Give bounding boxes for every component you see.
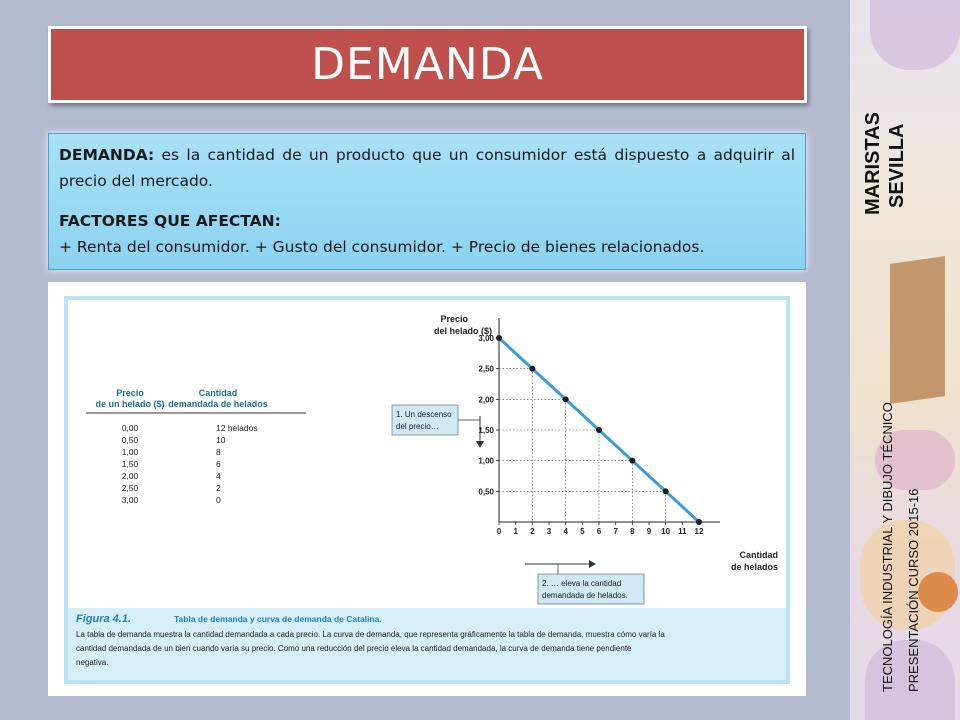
demand-point bbox=[663, 488, 669, 494]
demand-point bbox=[496, 335, 502, 341]
y-tick-label: 0,50 bbox=[478, 487, 494, 497]
annotation-1-line-2: del precio… bbox=[396, 422, 439, 431]
figure-image bbox=[48, 282, 806, 696]
caption-line-1: La tabla de demanda muestra la cantidad demandada a cada precio. La curva de demanda, que representa gráficamente la tabla de demanda, muestra cómo varía la bbox=[76, 630, 665, 639]
course-subject: TECNOLOGÍA INDUSTRIAL Y DIBUJO TÉCNICO bbox=[880, 402, 895, 692]
table-cell-quantity: 12 helados bbox=[216, 423, 258, 433]
x-tick-label: 0 bbox=[496, 527, 502, 536]
x-axis-title-2: de helados bbox=[730, 562, 778, 572]
y-axis-title-2: del helado ($) bbox=[433, 326, 492, 336]
caption-line-3: negativa. bbox=[76, 658, 109, 667]
course-year: PRESENTACIÓN CURSO 2015-16 bbox=[906, 488, 921, 692]
annotation-2-line-2: demandada de helados. bbox=[542, 591, 628, 600]
demand-point bbox=[596, 427, 602, 433]
ball-illustration bbox=[918, 572, 958, 612]
y-tick-label: 1,00 bbox=[478, 456, 494, 466]
caption-label: Figura 4.1. bbox=[76, 613, 132, 625]
slide-title: DEMANDA bbox=[311, 39, 544, 90]
factors-heading: FACTORES QUE AFECTAN: bbox=[59, 212, 281, 230]
definition-text: es la cantidad de un producto que un consumidor está dispuesto a adquirir al precio del mercado. bbox=[59, 146, 795, 190]
table-cell-price: 2,50 bbox=[121, 483, 139, 493]
x-tick-label: 12 bbox=[694, 527, 704, 536]
table-col2-header-1: Cantidad bbox=[198, 388, 238, 398]
table-cell-price: 1,00 bbox=[121, 447, 139, 457]
demand-chart bbox=[434, 314, 778, 572]
table-cell-quantity: 10 bbox=[216, 435, 226, 445]
x-tick-label: 7 bbox=[613, 527, 618, 536]
y-tick-label: 3,00 bbox=[478, 334, 494, 343]
table-cell-quantity: 0 bbox=[216, 495, 221, 505]
chart-ticks bbox=[478, 334, 704, 536]
x-tick-label: 5 bbox=[580, 527, 585, 536]
table-col2-header-2: demandada de helados bbox=[168, 399, 268, 409]
annotation-1-line-1: 1. Un descenso bbox=[396, 410, 452, 419]
caption-line-2: cantidad demandada de un bien cuando varía su precio. Como una reducción del precio eleva la cantidad demandada, la curva de demanda tiene pendiente bbox=[76, 644, 632, 653]
demand-point bbox=[629, 458, 635, 464]
decor-shape bbox=[870, 0, 960, 70]
table-cell-quantity: 4 bbox=[216, 471, 221, 481]
x-tick-label: 10 bbox=[661, 527, 671, 536]
figure-svg bbox=[68, 300, 786, 680]
table-cell-price: 0,50 bbox=[121, 435, 139, 445]
table-cell-quantity: 2 bbox=[216, 483, 221, 493]
x-tick-label: 9 bbox=[646, 527, 652, 536]
table-cell-price: 3,00 bbox=[121, 495, 139, 505]
x-tick-label: 2 bbox=[530, 527, 535, 536]
table-cell-price: 2,00 bbox=[121, 471, 139, 481]
demand-table bbox=[95, 388, 267, 409]
definition-paragraph bbox=[59, 142, 795, 194]
brand-block bbox=[862, 95, 942, 215]
door-illustration bbox=[890, 256, 945, 404]
table-col1-header-2: de un helado ($) bbox=[95, 399, 165, 409]
x-tick-label: 11 bbox=[678, 527, 687, 536]
y-tick-label: 2,00 bbox=[478, 395, 494, 405]
annotation-1-arrowhead bbox=[476, 441, 484, 448]
demand-point bbox=[563, 396, 569, 402]
x-tick-label: 8 bbox=[630, 527, 635, 536]
table-col1-header-1: Precio bbox=[116, 388, 144, 398]
x-tick-label: 6 bbox=[596, 527, 602, 536]
caption-title: Tabla de demanda y curva de demanda de Catalina. bbox=[174, 614, 382, 624]
title-banner bbox=[48, 26, 807, 103]
figure-panel bbox=[64, 296, 790, 684]
x-tick-label: 1 bbox=[513, 527, 518, 536]
factors-text: + Renta del consumidor. + Gusto del consumidor. + Precio de bienes relacionados. bbox=[59, 238, 705, 256]
y-tick-label: 1,50 bbox=[478, 426, 494, 435]
x-axis-title-1: Cantidad bbox=[739, 550, 778, 560]
y-tick-label: 2,50 bbox=[478, 364, 494, 374]
demand-point bbox=[696, 519, 702, 525]
chart-guidelines bbox=[499, 369, 666, 522]
table-cell-quantity: 8 bbox=[216, 447, 221, 457]
brand-sevilla: SEVILLA bbox=[886, 123, 908, 208]
annotation-2-line-1: 2. … eleva la cantidad bbox=[542, 579, 622, 588]
table-cell-price: 1,50 bbox=[121, 459, 139, 469]
table-cell-price: 0,00 bbox=[121, 423, 139, 433]
table-rows bbox=[122, 423, 258, 505]
x-tick-label: 3 bbox=[546, 527, 552, 536]
annotation-2-arrowhead bbox=[589, 560, 596, 568]
x-tick-label: 4 bbox=[563, 527, 568, 536]
definition-term: DEMANDA: bbox=[59, 146, 155, 164]
table-cell-quantity: 6 bbox=[216, 459, 221, 469]
y-axis-title-1: Precio bbox=[440, 314, 468, 324]
definition-box bbox=[48, 133, 806, 270]
brand-maristas: MARISTAS bbox=[862, 112, 884, 215]
demand-point bbox=[529, 366, 535, 372]
